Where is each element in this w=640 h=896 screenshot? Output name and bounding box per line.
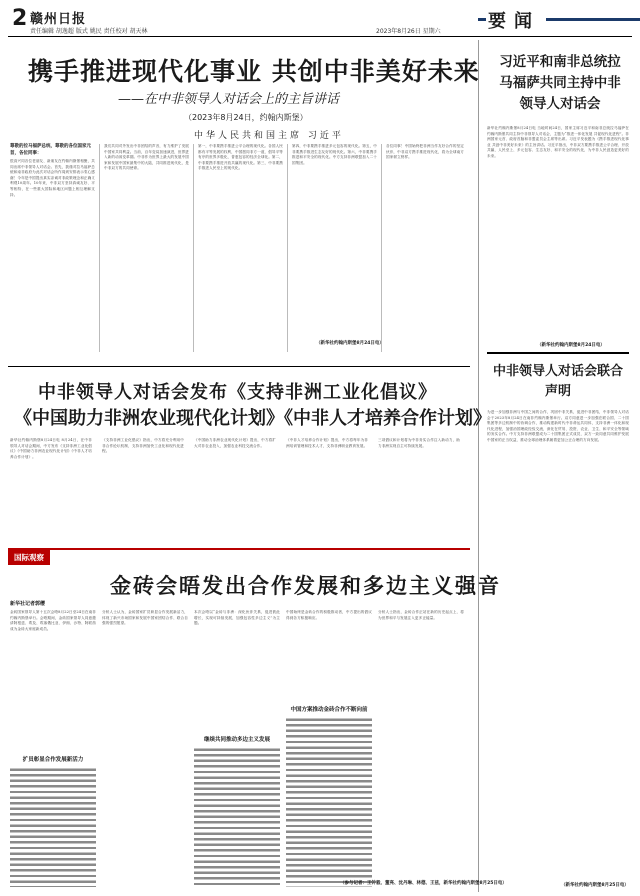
observation-column-4: [286, 610, 372, 890]
observation-author: 新华社记者郭缨: [10, 601, 46, 607]
lead-date: （2023年8月24日，约翰内斯堡）: [184, 113, 308, 122]
right-headline[interactable]: 习近平和南非总统拉马福萨共同主持中非领导人对话会: [499, 54, 621, 112]
lead-column-1: [10, 144, 95, 356]
observation-text-3: 本次会晤以“金砖与非洲：深化伙伴关系，促进彼此增长，实现可持续发展，加强包容性多边主义”为主题。: [194, 610, 280, 626]
column-divider: [99, 144, 100, 352]
observation-column-1: [10, 610, 96, 890]
lead-salutation: 尊敬的拉马福萨总统，尊敬的各位国家元首，各位同事：: [10, 144, 91, 156]
lead-text-1: 很高兴同各位老朋友、新朋友在约翰内斯堡相聚，共同出席中非领导人对话会。首先，我谨对拉马福萨总统和南非政府为此次对话会所作周到安排表示衷心感谢！今年是中国提出真实亲诚对非政策理念和正确义利观10周年。10年来，中非双方坚持真诚友好、平等相待，在一些重大国际和地区问题上相互理解支持。: [10, 159, 95, 197]
page-number: 2: [12, 6, 28, 31]
story2-text-5: 三项倡议和计划将为中非务实合作注入新动力，助力非洲实现自主可持续发展。: [378, 438, 460, 448]
joint-statement-dateline: （新华社约翰内斯堡8月25日电）: [561, 883, 629, 888]
column-divider: [287, 144, 288, 352]
newspaper-logo: 赣州日报: [30, 12, 87, 27]
observation-text-filler: [10, 767, 96, 887]
right-dateline: （新华社约翰内斯堡8月24日电）: [537, 343, 605, 348]
observation-headline[interactable]: 金砖会晤发出合作发展和多边主义强音: [110, 573, 501, 598]
observation-subhead-3: 中国方案推动金砖合作不断向前: [290, 707, 368, 713]
observation-text-filler: [286, 717, 372, 887]
lead-headline[interactable]: 携手推进现代化事业 共创中非美好未来: [28, 57, 480, 86]
lead-text-5: 各位同事！中国始终把非洲当作友好合作的坚定伙伴，中非双方携手推进现代化，将为全球南方国家树立榜样。: [386, 144, 464, 160]
top-rule: [8, 36, 632, 37]
observation-text-4: 中国始终是金砖合作的积极推动者，中方提出的倡议得到各方积极响应。: [286, 610, 372, 620]
observation-text-2: 分析人士认为，金砖国家扩员彰显合作发展新活力，体现了新兴市场国家和发展中国家团结合作、联合自强的强烈愿望。: [102, 610, 188, 626]
lead-text-4: 第四，中非要携手推进多元包容的现代化。第五，中非要携手推进生态友好的现代化。第六，中非要携手推进和平安全的现代化。中方支持非洲联盟加入二十国集团。: [292, 144, 377, 165]
story2-headline-2[interactable]: 《中国助力非洲农业现代化计划》《中非人才培养合作计划》: [14, 408, 491, 429]
story2-text-4: 《中非人才培养合作计划》提出，中方将每年为非洲培训管理和技术人才，支持非洲职业教育发展。: [286, 438, 368, 448]
editor-credits: 责任编辑 胡逸超 版式 姚民 责任校对 胡天林: [30, 28, 148, 35]
observation-dateline: （参与记者：王钟毅、董亮、沈丹琳、林德、王兹，新华社约翰内斯堡8月25日电）: [340, 881, 507, 886]
joint-statement-body: 为进一步加强非洲与中国之间的合作，巩固中非关系，促进中非团结，中非领导人对话会于2023年8月24日在南非约翰内斯堡举行。双方同意进一步加强在联合国、二十国集团等多边机制中的协调合作，推动构建新时代中非命运共同体，支持非洲一体化和现代化进程，加强治国理政经验交流，深化在贸易、投资、农业、卫生、和平安全等领域的务实合作。中方支持非洲联盟成为二十国集团正式成员，双方一致同意共同维护发展中国家的正当权益，推动全球治理体系朝着更加公正合理的方向发展。: [487, 410, 629, 442]
lead-dateline: （新华社约翰内斯堡8月24日电）: [316, 341, 384, 346]
observation-subhead-2: 继续共同推动多边主义发展: [203, 737, 270, 743]
issue-date: 2023年8月26日 星期六: [376, 28, 441, 35]
lead-subheadline: ——在中非领导人对话会上的主旨讲话: [118, 92, 340, 107]
column-divider: [381, 144, 382, 352]
lead-text-2: 我们共同对外发出中非团结的声音，有力维护了发展中国家共同利益。当前，百年变局加速演进，世界进入新的动荡变革期。中非作为世界上最大的发展中国家和发展中国家最集中的大陆，共同推进现代化，是中非双方的共同使命。: [104, 144, 189, 171]
story2-headline-1[interactable]: 中非领导人对话会发布《支持非洲工业化倡议》: [38, 382, 437, 403]
column-divider: [193, 144, 194, 352]
lead-byline: 中华人民共和国主席 习近平: [194, 131, 344, 141]
story-rule: [8, 366, 470, 367]
section-label: 要闻: [486, 7, 546, 33]
observation-text-filler: [194, 747, 280, 887]
right-body: 新华社约翰内斯堡8月24日电 当地时间24日，国家主席习近平和南非总统拉马福萨在约翰内斯堡共同主持中非领导人对话会，主题为“推进一体化发展 共促现代化进程”。非洲国家元首、政府首脑和非盟委员会主席等出席。习近平发表题为《携手推进现代化事业 共创中非美好未来》的主旨讲话。习近平指出，中非双方要携手推进公平合理、开放共赢、人民至上、多元包容、生态友好、和平安全的现代化，为中非人民创造更美好的未来。: [487, 126, 629, 158]
observation-text-5: 分析人士指出，金砖合作正站在新的历史起点上，将为世界和平与发展注入更多正能量。: [378, 610, 464, 620]
observation-column-3: [194, 610, 280, 890]
joint-statement-headline[interactable]: 中非领导人对话会联合声明: [492, 364, 623, 399]
observation-subhead-1: 扩员彰显合作发展新活力: [22, 757, 84, 763]
right-separator: [487, 352, 629, 354]
section-bar-observation: [8, 548, 470, 562]
observation-tag[interactable]: 国际观察: [8, 550, 50, 565]
masthead: [8, 4, 632, 34]
lead-story: [8, 40, 480, 362]
story2-text-3: 《中国助力非洲农业现代化计划》提出，中方将扩大对非农业投入，加强农业科技交流合作。: [194, 438, 276, 448]
lead-text-3: 第一，中非要携手推进公平合理的现代化。各国人民都有平等发展的权利，中国愿同非方一道，倡导平等有序的世界多极化、普惠包容的经济全球化。第二，中非要携手推进开放共赢的现代化。第三，中非要携手推进人民至上的现代化。: [198, 144, 283, 171]
right-column: [478, 40, 632, 892]
observation-text-1: 金砖国家领导人第十五次会晤8月22日至24日在南非约翰内斯堡举行。会晤期间，金砖国家领导人同意邀请阿根廷、埃及、埃塞俄比亚、伊朗、沙特、阿联酋成为金砖大家庭新成员。: [10, 610, 96, 631]
story2-text-2: 《支持非洲工业化倡议》指出，中方将充分利用中非合作论坛机制，支持非洲加快工业化和现代化进程。: [102, 438, 184, 454]
story2-text-1: 新华社约翰内斯堡8月24日电 8月24日，在中非领导人对话会期间，中方发布《支持非洲工业化倡议》《中国助力非洲农业现代化计划》《中非人才培养合作计划》。: [10, 438, 92, 459]
section-tab: [478, 4, 640, 34]
